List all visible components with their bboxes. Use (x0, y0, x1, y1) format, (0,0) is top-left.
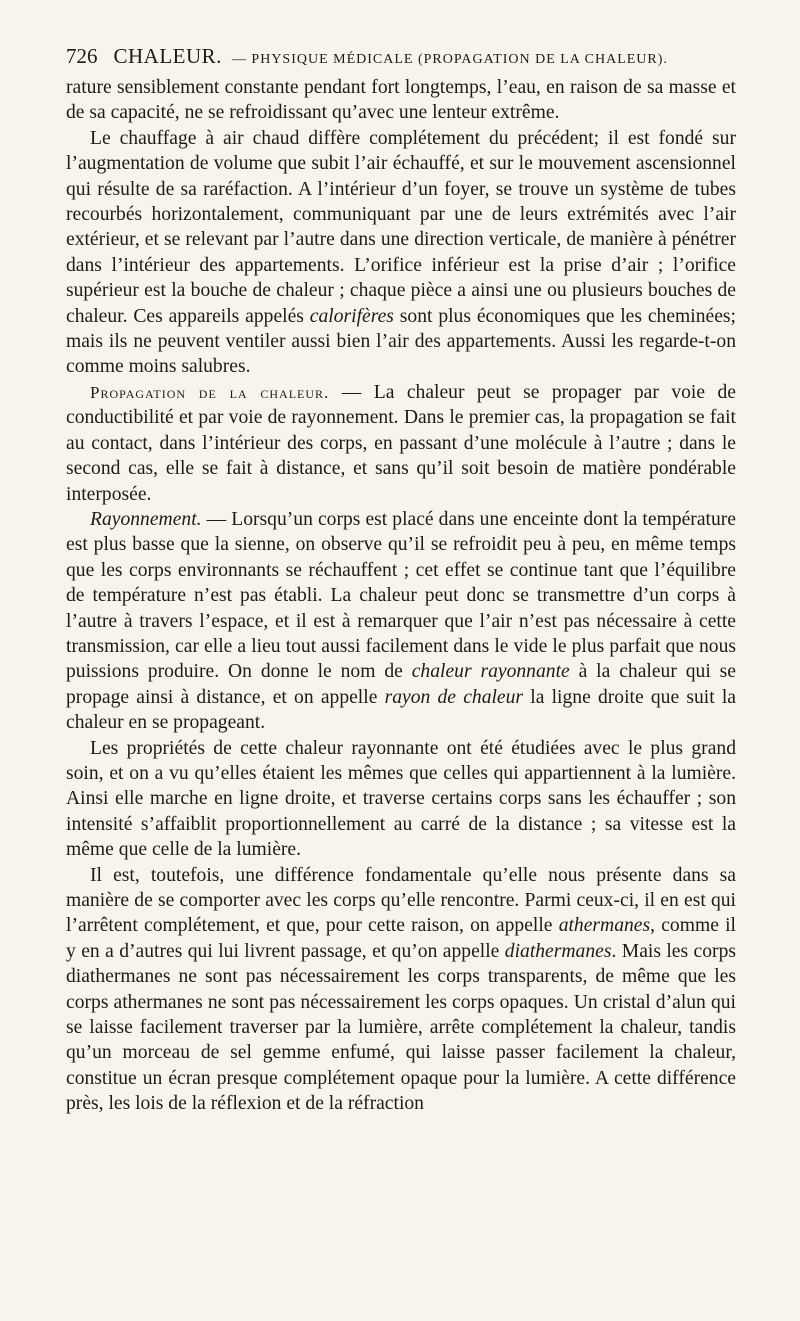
header-title: CHALEUR. (113, 44, 222, 68)
text-run: rature sensiblement constante pendant fort longtemps, l’eau, en raison de sa masse et de sa capacité, ne se refroidissant qu’avec une lenteur extrême. (66, 77, 736, 124)
italic-term: Rayonnement. (90, 508, 202, 530)
header-section: — PHYSIQUE MÉDICALE (PROPAGATION DE LA CHALEUR). (231, 52, 668, 67)
text-run: la ligne droite que suit la chaleur en se propageant. (66, 686, 737, 734)
italic-term: rayon de chaleur (384, 686, 524, 708)
text-run: Les propriétés de cette chaleur rayonnante ont été étudiées avec le plus grand soin, et on a vu qu’elles étaient les mêmes que celles qui appartiennent à la lumière. Ainsi elle marche en ligne droite, et traverse certains corps sans les échauffer ; son intensité s’affaiblit proportionnellement au carré de la distance ; sa vitesse est la même que celle de la lumière. (66, 737, 736, 861)
text-run: Le chauffage à air chaud diffère complétement du précédent; il est fondé sur l’augmentation de volume que subit l’air échauffé, et sur le mouvement ascensionnel qui résulte de sa raréfaction. A l’intérieur d’un foyer, se trouve un système de tubes recourbés horizontalement, communiquant par une de leurs extrémités avec l’air extérieur, et se relevant par l’autre dans une direction verticale, de manière à pénétrer dans l’intérieur des appartements. L’orifice inférieur est la prise d’air ; l’orifice supérieur est la bouche de chaleur ; chaque pièce a ainsi une ou plusieurs bouches de chaleur. Ces appareils appelés (66, 127, 736, 327)
italic-term: athermanes (558, 915, 651, 937)
text-run: — Lorsqu’un corps est placé dans une enceinte dont la température est plus basse que la sienne, on observe qu’il se refroidit peu à peu, en même temps que les corps environnants se réchauffent ; cet effet se continue tant que l’équilibre de température n’est pas établi. La chaleur peut donc se transmettre d’un corps à l’autre à travers l’espace, et il est à remarquer que l’air n’est pas nécessaire à cette transmission, car elle a lieu tout aussi facilement dans le vide le plus parfait que nous puissions produire. On donne le nom de (66, 508, 736, 683)
italic-term: diathermanes (504, 940, 612, 962)
paragraph (66, 736, 736, 863)
text-run: Il est, toutefois, une différence fondamentale qu’elle nous présente dans sa manière de se comporter avec les corps qu’elle rencontre. Parmi ceux-ci, il en est qui l’arrêtent complétement, et que, pour cette raison, on appelle (66, 864, 736, 937)
paragraph (66, 75, 736, 126)
body-text (66, 75, 736, 1117)
text-run: — La chaleur peut se propager par voie de conductibilité et par voie de rayonnement. Dans le premier cas, la propagation se fait au contact, dans l’intérieur des corps, en passant d’une molécule à l’autre ; dans le second cas, elle se fait à distance, et sans qu’il soit besoin de matière pondérable interposée. (66, 381, 736, 505)
text-run: , comme il y en a d’autres qui lui livrent passage, et qu’on appelle (66, 915, 736, 962)
paragraph (66, 863, 736, 1117)
text-run: à la chaleur qui se propage ainsi à distance, et on appelle (66, 661, 736, 708)
italic-term: calorifères (309, 305, 394, 327)
page-number: 726 (66, 44, 98, 68)
italic-term: chaleur rayonnante (411, 661, 570, 683)
running-header (66, 44, 736, 69)
text-run: sont plus économiques que les cheminées; mais ils ne peuvent ventiler aussi bien l’air des appartements. Aussi les regarde-t-on comme moins salubres. (66, 305, 736, 378)
paragraph (66, 126, 736, 380)
section-heading: Propagation de la chaleur. (90, 382, 330, 402)
paragraph (66, 507, 736, 736)
book-page (66, 44, 736, 1117)
text-run: . Mais les corps diathermanes ne sont pas nécessairement les corps transparents, de même que les corps athermanes ne sont pas nécessairement les corps opaques. Un cristal d’alun qui se laisse facilement traverser par la lumière, arrête complétement la chaleur, tandis qu’un morceau de sel gemme enfumé, qui laisse passer facilement la chaleur, constitue un écran presque complétement opaque pour la lumière. A cette différence près, les lois de la réflexion et de la réfraction (66, 940, 736, 1115)
paragraph (66, 380, 736, 507)
